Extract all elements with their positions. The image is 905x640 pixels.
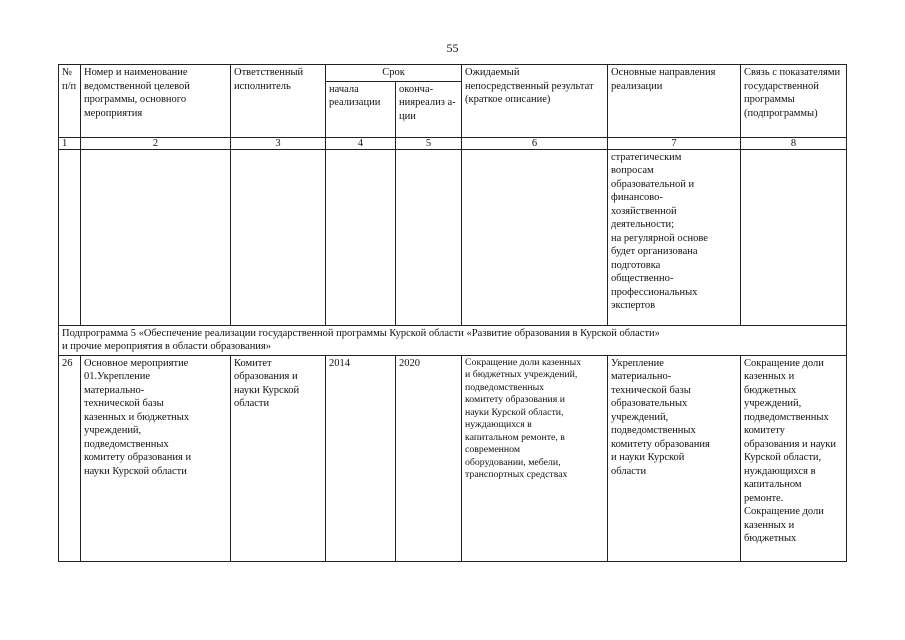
directions [608,355,741,561]
text-line: технической базы [611,384,691,396]
header-row [59,65,847,82]
text-line: на регулярной основе [611,232,708,244]
text-line: комитету образования и [84,452,192,463]
text-line: казенных и бюджетных [84,411,190,423]
indicators [741,355,847,561]
text-line: нуждающихся в [465,419,532,430]
text-line: общественно- [611,273,674,284]
text-line: подведомственных [465,381,545,393]
text-line: современном [465,444,521,455]
text-line: 01.Укрепление [84,371,151,382]
text-line: образования и науки [744,438,836,450]
col-number: 8 [741,137,847,149]
text-line: транспортных средствах [465,469,568,480]
text-line: материально- [84,384,145,396]
text-line: учреждений, [84,425,142,436]
text-line: учреждений, [611,411,669,423]
header-program-name: Номер и наименование ведомственной целевой программы, основного мероприятия [81,65,231,138]
text-line: комитету образования и [465,394,565,405]
col-number: 7 [608,137,741,149]
col-number: 1 [59,137,81,149]
text-line: комитету [744,425,785,436]
subprogram-row [59,325,847,355]
text-line: комитету образования [611,438,710,450]
continued-directions [608,149,741,325]
col-number: 4 [326,137,396,149]
col-number: 5 [396,137,462,149]
end-year: 2020 [396,355,462,561]
text-line: подготовка [611,259,661,271]
text-line: деятельности; [611,219,675,230]
text-line: ремонте. [744,492,784,504]
text-line: технической базы [84,398,164,409]
text-line: бюджетных [744,533,797,544]
header-indicators: Связь с показателями государственной программы (подпрограммы) [741,65,847,138]
expected-result [462,355,608,561]
text-line: профессиональных [611,286,698,298]
column-numbers-row [59,137,847,149]
text-line: науки Курской области [84,465,187,477]
continued-row [59,149,847,325]
text-line: подведомственных [84,438,169,450]
header-executor: Ответственный исполнитель [231,65,326,138]
text-line: экспертов [611,300,656,311]
text-line: образования и [234,371,298,382]
text-line: подведомственных [611,425,696,436]
text-line: Основное мероприятие [84,357,189,369]
header-srok: Срок [326,65,462,82]
text-line: капитальном [744,479,802,490]
subprogram-line: и прочие мероприятия в области образования» [62,341,272,352]
text-line: Комитет [234,357,272,369]
text-line: образовательной и [611,178,695,190]
text-line: области [611,465,647,477]
text-line: капитальном ремонте, в [465,431,565,443]
header-num: № п/п [59,65,81,138]
subprogram-title [59,325,847,355]
col-number: 6 [462,137,608,149]
text-line: будет организована [611,246,698,257]
header-start: начала реализации [326,81,396,137]
row-number: 26 [59,355,81,561]
text-line: оборудовании, мебели, [465,456,561,468]
text-line: Сокращение доли [744,506,824,517]
text-line: нуждающихся в [744,465,816,477]
text-line: стратегическим [611,151,682,163]
text-line: и науки Курской [611,452,685,463]
header-result: Ожидаемый непосредственный результат (краткое описание) [462,65,608,138]
text-line: казенных и [744,371,795,382]
text-line: бюджетных [744,384,797,396]
col-number: 3 [231,137,326,149]
text-line: науки Курской [234,384,300,396]
text-line: Сокращение доли казенных [465,356,582,368]
program-table [58,64,847,562]
col-number: 2 [81,137,231,149]
text-line: науки Курской области, [465,406,564,418]
text-line: казенных и [744,519,795,531]
text-line: Укрепление [611,357,664,369]
text-line: вопросам [611,165,654,176]
text-line: подведомственных [744,411,829,423]
program-name [81,355,231,561]
header-end: оконча-нияреализ а-ции [396,81,462,137]
text-line: Сокращение доли [744,357,824,369]
page-number: 55 [446,41,459,55]
text-line: финансово- [611,192,663,203]
subprogram-line: Подпрограмма 5 «Обеспечение реализации государственной программы Курской области «Развитие образования в Курской области» [62,327,660,339]
table-row-26 [59,355,847,561]
text-line: образовательных [611,398,688,409]
text-line: и бюджетных учреждений, [465,369,578,380]
header-directions: Основные направления реализации [608,65,741,138]
text-line: учреждений, [744,398,802,409]
text-line: материально- [611,371,672,382]
executor [231,355,326,561]
text-line: области [234,398,270,409]
start-year: 2014 [326,355,396,561]
text-line: хозяйственной [611,205,677,217]
text-line: Курской области, [744,452,822,463]
